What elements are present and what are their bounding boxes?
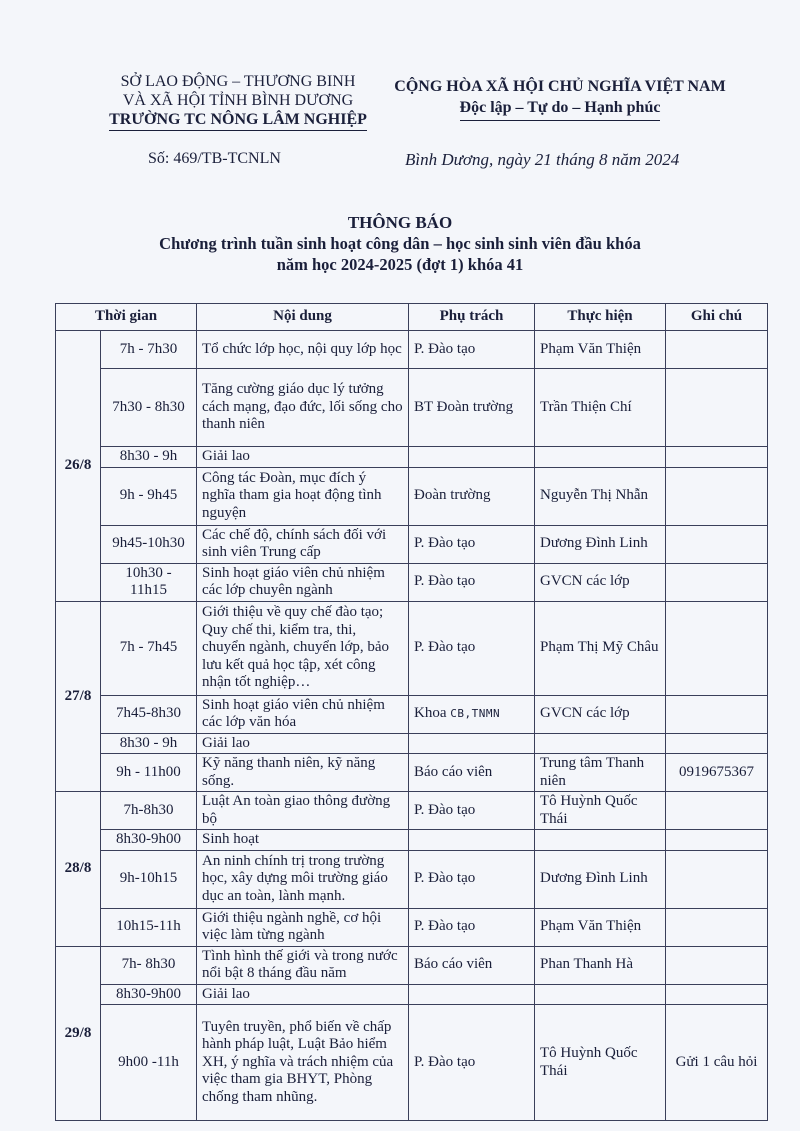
place-date: Bình Dương, ngày 21 tháng 8 năm 2024 [405, 150, 680, 169]
performer-cell [535, 447, 666, 468]
header-content: Nội dung [197, 304, 409, 331]
owner-cell: Đoàn trường [409, 467, 535, 525]
content-cell: Tổ chức lớp học, nội quy lớp học [197, 331, 409, 369]
note-cell [666, 601, 768, 695]
table-row [56, 525, 768, 563]
content-cell: Giải lao [197, 984, 409, 1005]
time-cell: 7h - 7h45 [101, 601, 197, 695]
time-cell: 9h-10h15 [101, 850, 197, 908]
national-motto: Độc lập – Tự do – Hạnh phúc [460, 97, 661, 121]
performer-cell: Trung tâm Thanh niên [535, 754, 666, 792]
table-row [56, 830, 768, 851]
note-cell [666, 908, 768, 946]
owner-cell [409, 984, 535, 1005]
time-cell: 8h30 - 9h [101, 447, 197, 468]
national-heading [385, 76, 735, 121]
header-note: Ghi chú [666, 304, 768, 331]
performer-cell: GVCN các lớp [535, 695, 666, 733]
owner-cell: P. Đào tạo [409, 792, 535, 830]
owner-cell: P. Đào tạo [409, 601, 535, 695]
time-cell: 9h - 11h00 [101, 754, 197, 792]
content-cell: Giới thiệu ngành nghề, cơ hội việc làm từng ngành [197, 908, 409, 946]
performer-cell: Tô Huỳnh Quốc Thái [535, 1005, 666, 1121]
schedule-table [55, 303, 768, 1121]
note-cell: Gửi 1 câu hỏi [666, 1005, 768, 1121]
owner-cell: P. Đào tạo [409, 908, 535, 946]
table-row [56, 792, 768, 830]
performer-cell: Trần Thiện Chí [535, 369, 666, 447]
owner-cell: P. Đào tạo [409, 525, 535, 563]
note-cell [666, 563, 768, 601]
table-row [56, 754, 768, 792]
table-row [56, 850, 768, 908]
note-cell: 0919675367 [666, 754, 768, 792]
owner-cell: Báo cáo viên [409, 946, 535, 984]
owner-cell: P. Đào tạo [409, 850, 535, 908]
performer-cell: Phan Thanh Hà [535, 946, 666, 984]
note-cell [666, 733, 768, 754]
performer-cell: Dương Đình Linh [535, 850, 666, 908]
owner-cell: P. Đào tạo [409, 1005, 535, 1121]
note-cell [666, 850, 768, 908]
day-cell: 26/8 [56, 331, 101, 602]
performer-cell [535, 733, 666, 754]
table-row [56, 563, 768, 601]
document-title [40, 212, 760, 275]
performer-cell: GVCN các lớp [535, 563, 666, 601]
time-cell: 8h30-9h00 [101, 984, 197, 1005]
table-row [56, 369, 768, 447]
document-number: Số: 469/TB-TCNLN [148, 150, 281, 167]
content-cell: Sinh hoạt giáo viên chủ nhiệm các lớp chuyên ngành [197, 563, 409, 601]
time-cell: 10h15-11h [101, 908, 197, 946]
content-cell: Tình hình thế giới và trong nước nổi bật 8 tháng đầu năm [197, 946, 409, 984]
note-cell [666, 331, 768, 369]
content-cell: Công tác Đoàn, mục đích ý nghĩa tham gia hoạt động tình nguyện [197, 467, 409, 525]
time-cell: 7h- 8h30 [101, 946, 197, 984]
owner-cell: P. Đào tạo [409, 563, 535, 601]
performer-cell: Phạm Văn Thiện [535, 331, 666, 369]
performer-cell: Dương Đình Linh [535, 525, 666, 563]
title-line-2: Chương trình tuần sinh hoạt công dân – học sinh sinh viên đầu khóa [159, 234, 641, 253]
content-cell: Tăng cường giáo dục lý tưởng cách mạng, đạo đức, lối sống cho thanh niên [197, 369, 409, 447]
content-cell: Giải lao [197, 733, 409, 754]
day-cell: 27/8 [56, 601, 101, 792]
performer-cell: Phạm Thị Mỹ Châu [535, 601, 666, 695]
org-line-2: VÀ XÃ HỘI TỈNH BÌNH DƯƠNG [122, 92, 354, 109]
performer-cell: Nguyễn Thị Nhẫn [535, 467, 666, 525]
title-line-1: THÔNG BÁO [347, 213, 453, 232]
owner-cell [409, 830, 535, 851]
note-cell [666, 369, 768, 447]
owner-cell: P. Đào tạo [409, 331, 535, 369]
table-header-row [56, 304, 768, 331]
performer-cell: Tô Huỳnh Quốc Thái [535, 792, 666, 830]
time-cell: 9h00 -11h [101, 1005, 197, 1121]
time-cell: 7h30 - 8h30 [101, 369, 197, 447]
org-line-1: SỞ LAO ĐỘNG – THƯƠNG BINH [120, 73, 356, 90]
time-cell: 10h30 - 11h15 [101, 563, 197, 601]
note-cell [666, 447, 768, 468]
day-cell: 29/8 [56, 946, 101, 1121]
note-cell [666, 695, 768, 733]
note-cell [666, 792, 768, 830]
table-row [56, 946, 768, 984]
table-row [56, 695, 768, 733]
owner-label: Khoa [414, 705, 447, 722]
table-row [56, 984, 768, 1005]
time-cell: 8h30 - 9h [101, 733, 197, 754]
country-name: CỘNG HÒA XÃ HỘI CHỦ NGHĨA VIỆT NAM [394, 78, 726, 95]
school-name: TRƯỜNG TC NÔNG LÂM NGHIỆP [109, 110, 367, 131]
issuing-organization [88, 72, 388, 131]
note-cell [666, 946, 768, 984]
owner-cell [409, 733, 535, 754]
owner-cell [409, 695, 535, 733]
owner-cell: BT Đoàn trường [409, 369, 535, 447]
performer-cell: Phạm Văn Thiện [535, 908, 666, 946]
owner-cell: Báo cáo viên [409, 754, 535, 792]
content-cell: Giải lao [197, 447, 409, 468]
time-cell: 9h45-10h30 [101, 525, 197, 563]
content-cell: Sinh hoạt [197, 830, 409, 851]
note-cell [666, 525, 768, 563]
content-cell: Luật An toàn giao thông đường bộ [197, 792, 409, 830]
note-cell [666, 984, 768, 1005]
content-cell: Giới thiệu về quy chế đào tạo; Quy chế thi, kiểm tra, thi, chuyển ngành, chuyển lớp, bảo lưu kết quả học tập, xét công nhận tốt nghiệp… [197, 601, 409, 695]
content-cell: Các chế độ, chính sách đối với sinh viên Trung cấp [197, 525, 409, 563]
note-cell [666, 830, 768, 851]
owner-cell [409, 447, 535, 468]
table-body [56, 331, 768, 1121]
time-cell: 9h - 9h45 [101, 467, 197, 525]
table-row [56, 601, 768, 695]
performer-cell [535, 830, 666, 851]
handwritten-annotation: CB,TNMN [450, 707, 501, 721]
content-cell: An ninh chính trị trong trường học, xây dựng môi trường giáo dục an toàn, lành mạnh. [197, 850, 409, 908]
title-line-3: năm học 2024-2025 (đợt 1) khóa 41 [276, 255, 524, 274]
table-row [56, 331, 768, 369]
table-row [56, 1005, 768, 1121]
time-cell: 7h-8h30 [101, 792, 197, 830]
time-cell: 7h - 7h30 [101, 331, 197, 369]
performer-cell [535, 984, 666, 1005]
time-cell: 7h45-8h30 [101, 695, 197, 733]
table-row [56, 908, 768, 946]
content-cell: Sinh hoạt giáo viên chủ nhiệm các lớp văn hóa [197, 695, 409, 733]
day-cell: 28/8 [56, 792, 101, 947]
note-cell [666, 467, 768, 525]
content-cell: Kỹ năng thanh niên, kỹ năng sống. [197, 754, 409, 792]
table-row [56, 467, 768, 525]
content-cell: Tuyên truyền, phổ biến về chấp hành pháp luật, Luật Bảo hiểm XH, ý nghĩa và trách nhiệm của việc tham gia BHYT, Phòng chống tham nhũng. [197, 1005, 409, 1121]
time-cell: 8h30-9h00 [101, 830, 197, 851]
table-row [56, 447, 768, 468]
header-owner: Phụ trách [409, 304, 535, 331]
header-time: Thời gian [56, 304, 197, 331]
table-row [56, 733, 768, 754]
header-performer: Thực hiện [535, 304, 666, 331]
